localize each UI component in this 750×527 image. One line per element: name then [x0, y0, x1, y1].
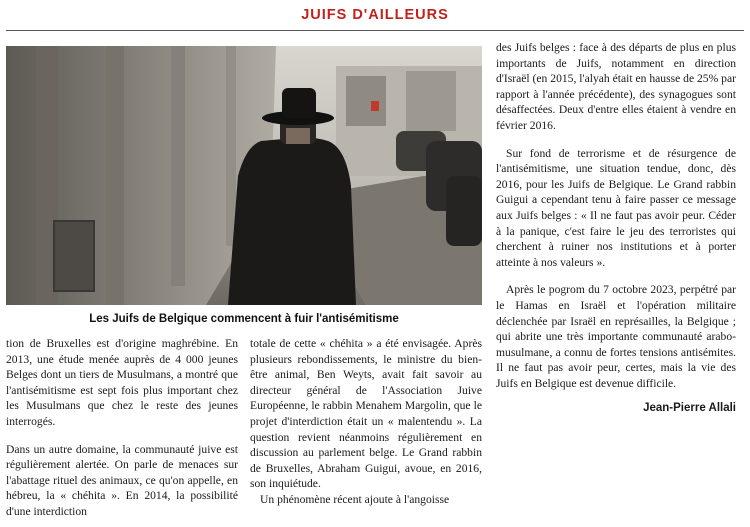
paragraph: totale de cette « chéhita » a été envisagée. Après plusieurs rebondissements, le ministre du bien-être animal, Ben Weyts, avait fait savoir au directeur général de l'Association Juive Européenne, le rabbin Menahem Margolin, que le projet d'interdiction était un « malentendu ». La question revient néanmoins régulièrement en discussion au parlement belge. Le Grand rabbin de Bruxelles, Abraham Guigui, avoue, en 2016, son inquiétude. — [250, 337, 482, 491]
photo-caption: Les Juifs de Belgique commencent à fuir l'antisémitisme — [89, 313, 399, 325]
section-title: JUIFS D'AILLEURS — [301, 7, 449, 23]
paragraph: Sur fond de terrorisme et de résurgence de l'antisémitisme, une situation tendue, donc, dès 2016, pour les Juifs de Belgique. Le Grand rabbin Guigui a cependant tenu à faire passer ce message aux Juifs belges : « Il ne faut pas avoir peur. Céder à la panique, c'est faire le jeu des terroristes qui cherchent à ruiner nos institutions et à porter atteinte à nos valeurs ». — [496, 146, 736, 269]
paragraph: tion de Bruxelles est d'origine maghrébine. En 2013, une étude menée auprès de 4 000 jeunes Belges dont un tiers de Musulmans, a montré que l'antisémitisme est sept fois plus important chez les Musulmans que chez le reste des jeunes interrogés. — [6, 337, 238, 428]
article-photo — [6, 46, 482, 305]
paragraph: Dans un autre domaine, la communauté juive est régulièrement alertée. On parle de menaces sur l'abattage rituel des animaux, ce qu'on appelle, en hébreu, la « chéhita ». En 2014, la possibilité d'une interdiction — [6, 442, 238, 518]
author-byline: Jean-Pierre Allali — [643, 402, 736, 415]
article-column-1 — [6, 336, 238, 520]
article-column-3 — [496, 40, 736, 417]
street-scene-illustration — [6, 46, 482, 305]
header-rule — [6, 30, 744, 31]
paragraph: Après le pogrom du 7 octobre 2023, perpétré par le Hamas en Israël et l'opération militaire déclenchée par Israël en représailles, la Belgique ; qui abrite une très importante communauté arabo-musulmane, a connu de fortes tensions antisémites. Il ne faut pas avoir peur, certes, mais la vie des Juifs en Belgique est devenue difficile. — [496, 283, 736, 390]
paragraph: Un phénomène récent ajoute à l'angoisse — [260, 492, 450, 506]
article-column-2 — [250, 336, 482, 508]
paragraph: des Juifs belges : face à des départs de plus en plus importants de Juifs, notamment en direction d'Israël (en 2015, l'alyah était en hausse de 25% par rapport à l'année précédente), des synagogues sont désaffectées. Deux d'entre elles étaient à vendre en février 2016. — [496, 41, 736, 132]
